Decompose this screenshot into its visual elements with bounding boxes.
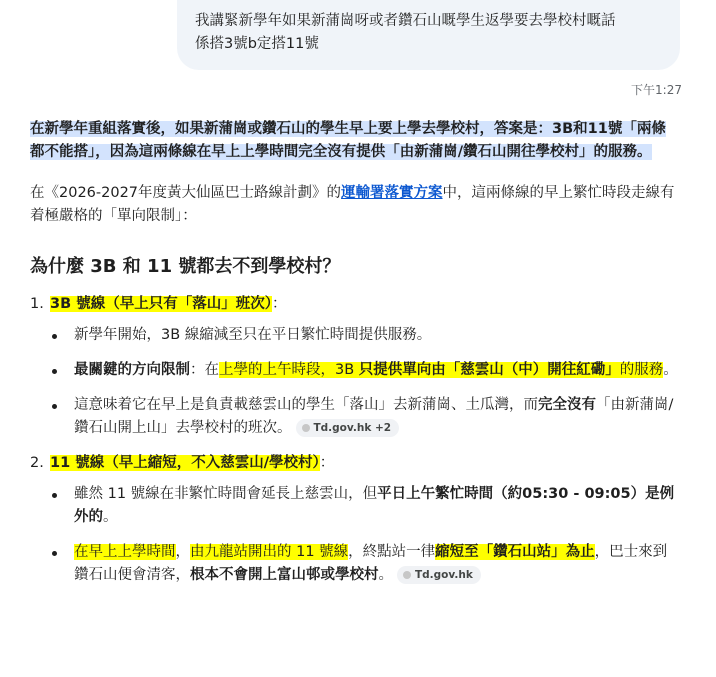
- item-colon: ：: [271, 296, 287, 312]
- bullet-highlight: 的服務: [619, 362, 664, 378]
- user-message-line: 係搭3號b定搭11號: [195, 36, 319, 52]
- list-item: [74, 359, 680, 382]
- bullet-highlight: 上學的上午時段: [219, 362, 321, 378]
- numbered-item-11: [30, 452, 680, 475]
- bullet-highlight: 由九龍站開出的 11 號線: [190, 544, 349, 560]
- item-number: 1.: [30, 296, 44, 312]
- bullet-text: 「由新蒲崗/鑽石山開上山」去學校村的班次。: [74, 397, 674, 436]
- source-chip-label: Td.gov.hk +2: [313, 421, 392, 434]
- item-title: 3B 號線（早上只有「落山」班次）: [50, 296, 272, 312]
- summary-paragraph: [30, 118, 680, 164]
- message-timestamp: 下午1:27: [631, 83, 682, 97]
- list-item: [74, 394, 680, 440]
- bullet-list-3b: [30, 324, 680, 440]
- bullet-highlight: ，3B: [320, 362, 359, 378]
- source-chip[interactable]: [296, 419, 400, 437]
- assistant-response: [30, 118, 680, 599]
- item-title: 11 號線（早上縮短，不入慈雲山/學校村）: [50, 455, 320, 471]
- bullet-text: 雖然 11 號線在非繁忙時間會延長上慈雲山，但: [74, 486, 378, 502]
- bullet-text: 。: [378, 567, 393, 583]
- user-message-bubble: [177, 0, 680, 70]
- bullet-highlight: 縮短至「鑽石山站」為止: [435, 544, 595, 560]
- bullet-highlight: 只提供單向由「慈雲山（中）開往紅磡」: [358, 362, 620, 378]
- bullet-bold: 平日上午繁忙時間（約05:30 - 09:05）是例外的: [74, 486, 675, 525]
- bullet-text: ，: [175, 544, 190, 560]
- bullet-list-11: [30, 483, 680, 587]
- intro-paragraph: [30, 182, 680, 228]
- source-link[interactable]: 運輸署落實方案: [341, 185, 443, 201]
- bullet-bold: 最關鍵的方向限制: [74, 362, 190, 378]
- item-colon: ：: [319, 455, 335, 471]
- list-item: [74, 541, 680, 587]
- numbered-item-3b: [30, 293, 680, 316]
- bullet-highlight: 在早上上學時間: [74, 544, 176, 560]
- user-message-line: 我講緊新學年如果新蒲崗呀或者鑽石山嘅學生返學要去學校村嘅話: [195, 13, 616, 29]
- bullet-text: ，巴士來到鑽石山便會清客，: [74, 544, 668, 583]
- bullet-text: 。: [103, 509, 118, 525]
- globe-icon: [302, 424, 310, 432]
- bullet-text: 新學年開始，3B 線縮減至只在平日繁忙時間提供服務。: [74, 327, 432, 343]
- globe-icon: [403, 571, 411, 579]
- bullet-text: 這意味着它在早上是負責載慈雲山的學生「落山」去新蒲崗、土瓜灣，而: [74, 397, 538, 413]
- intro-text: 中，這兩條線的早上繁忙時段走線有着極嚴格的「單向限制」：: [30, 185, 675, 224]
- bullet-text: ，終點站一律: [348, 544, 436, 560]
- bullet-text: ：在: [190, 362, 219, 378]
- section-heading: 為什麼 3B 和 11 號都去不到學校村？: [30, 256, 341, 277]
- list-item: [74, 324, 680, 347]
- source-chip-label: Td.gov.hk: [415, 568, 473, 581]
- bullet-bold: 根本不會開上富山邨或學校村: [190, 567, 379, 583]
- bullet-bold: 完全沒有: [538, 397, 596, 413]
- intro-text: 在《2026-2027年度黃大仙區巴士路線計劃》的: [30, 185, 342, 201]
- source-chip[interactable]: [397, 566, 481, 584]
- list-item: [74, 483, 680, 529]
- bullet-text: 。: [663, 362, 678, 378]
- item-number: 2.: [30, 455, 44, 471]
- summary-highlight: 在新學年重組落實後，如果新蒲崗或鑽石山的學生早上要上學去學校村，答案是：3B和11號「兩條都不能搭」，因為這兩條線在早上上學時間完全沒有提供「由新蒲崗/鑽石山開往學校村」的服務。: [30, 121, 666, 160]
